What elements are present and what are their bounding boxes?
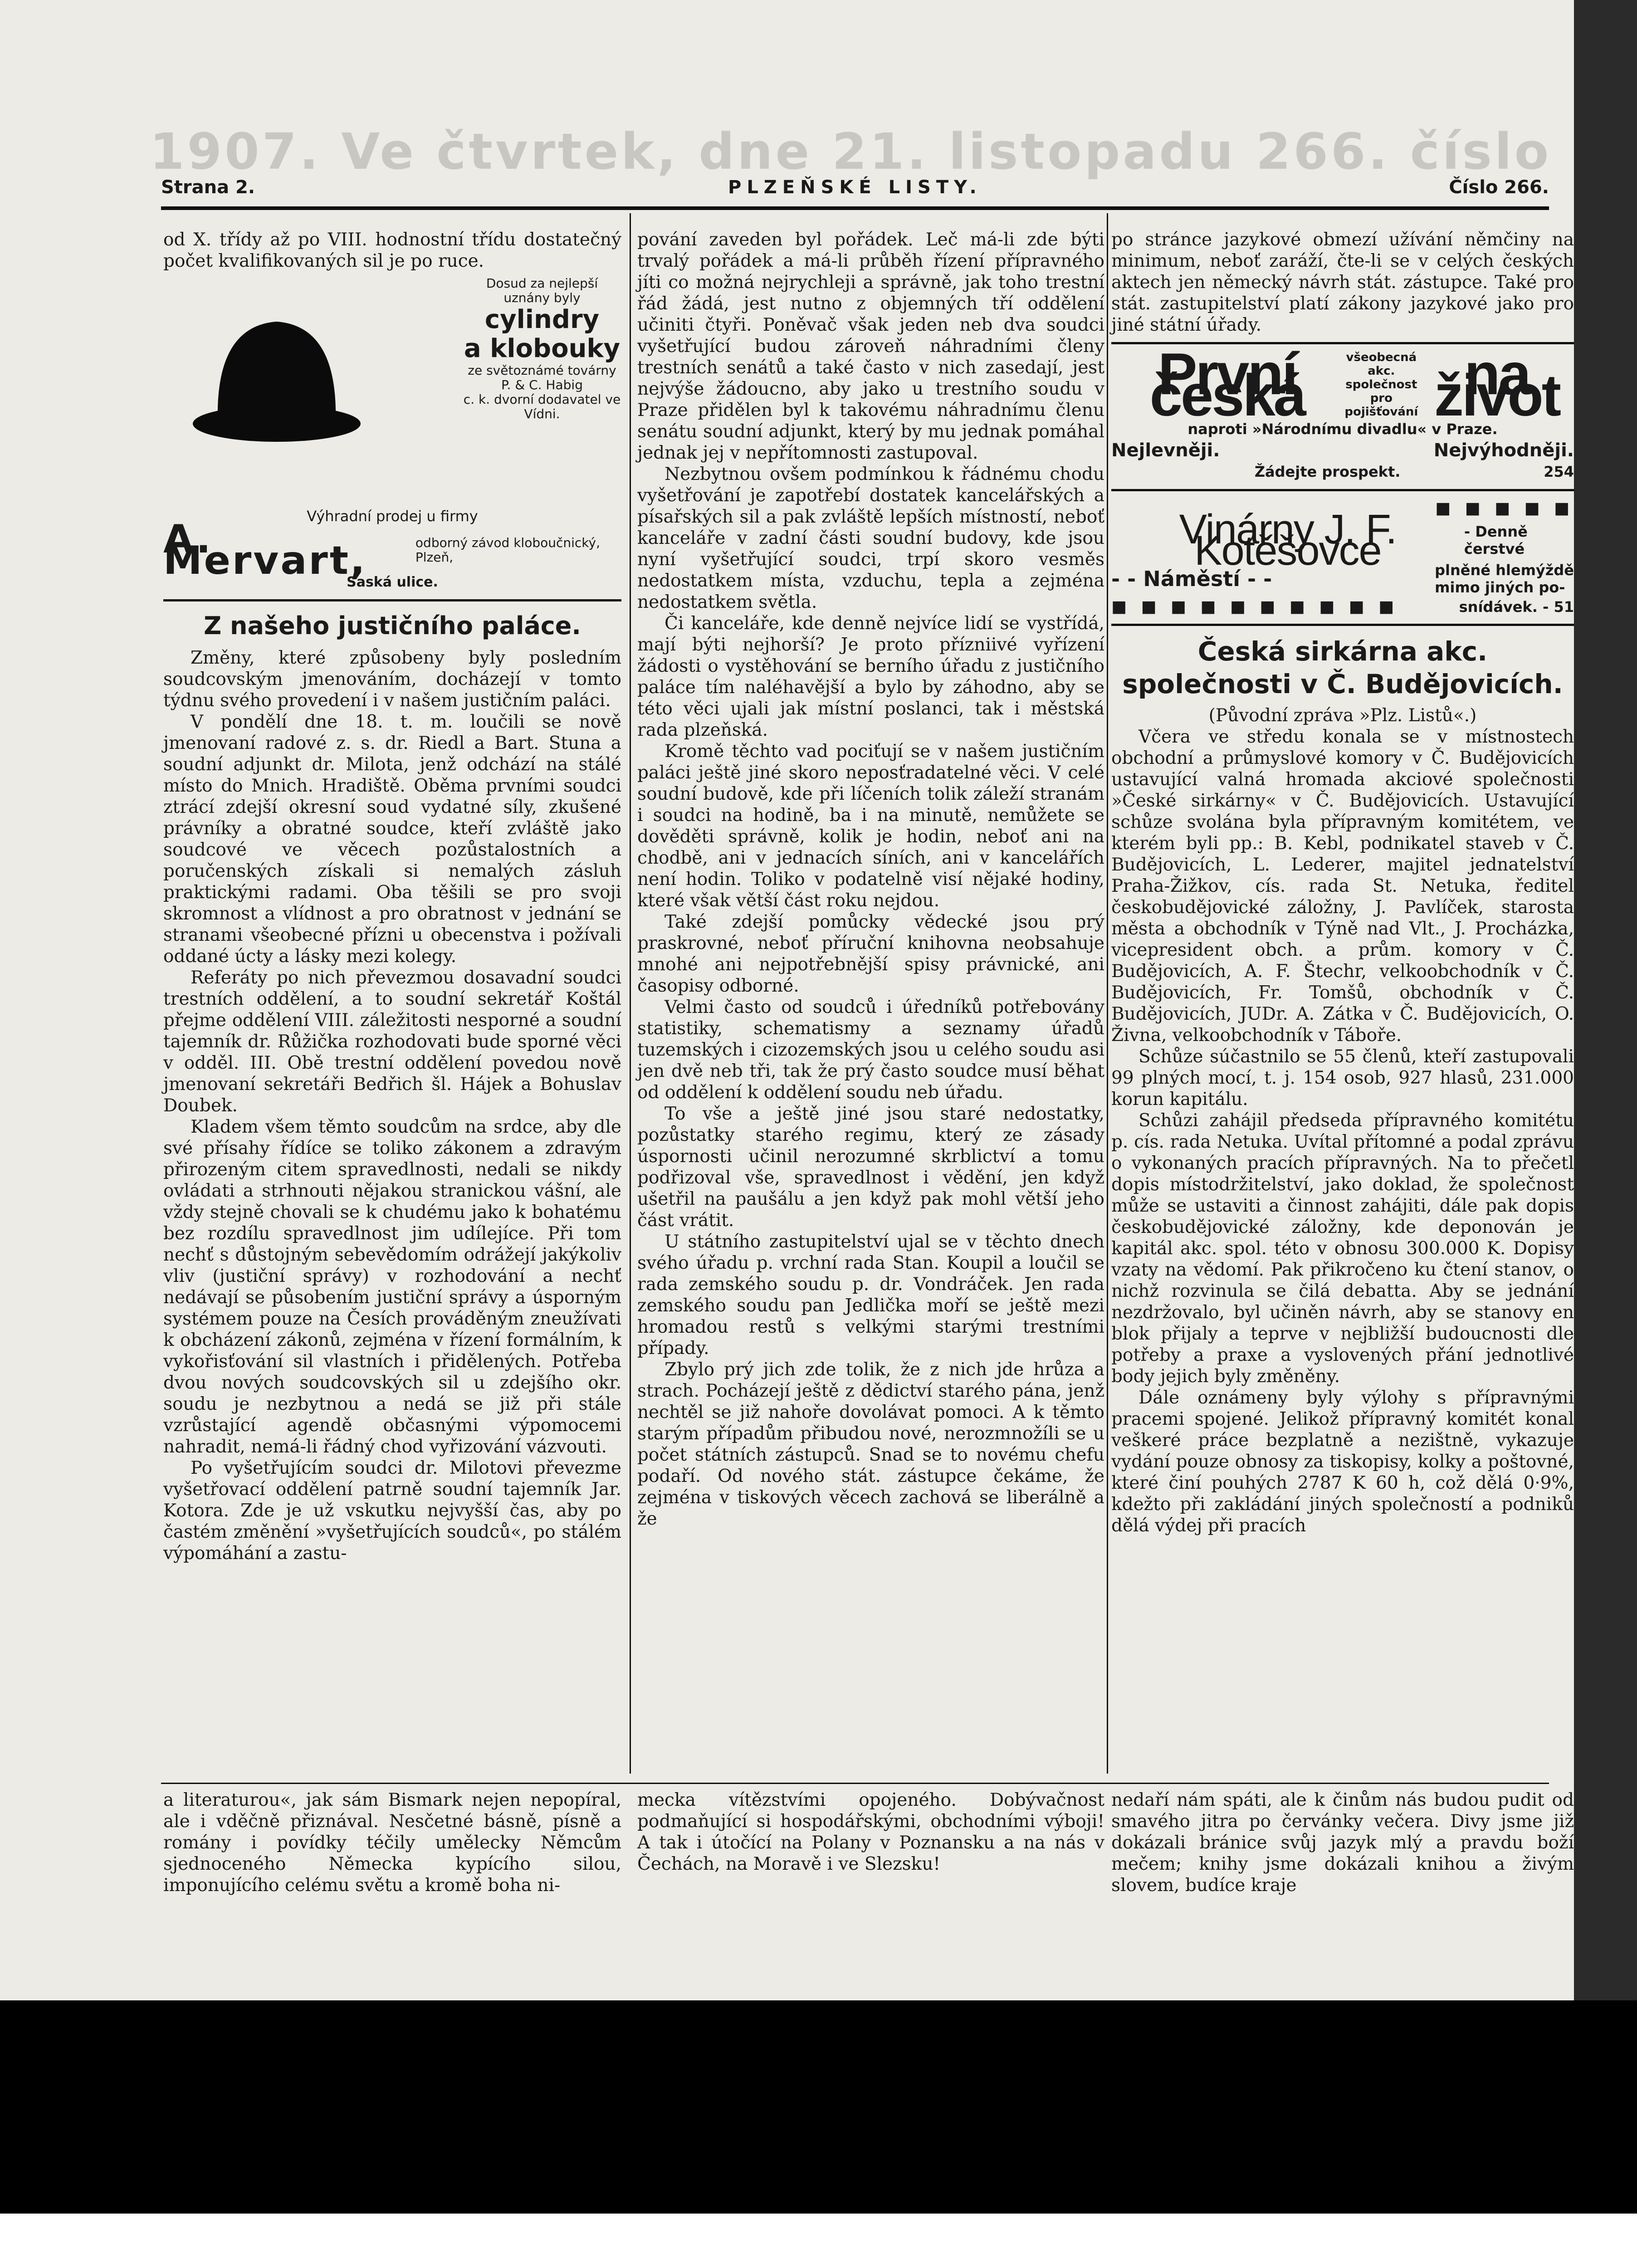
ad-slogans — [1111, 440, 1574, 461]
decorative-squares: ■ ■ ■ ■ ■ — [1435, 499, 1574, 518]
paragraph: Schůzi zahájil předseda přípravného komitétu p. cís. rada Netuka. Uvítal přítomné a podal zprávu o vykonaných pracích přípravných. Na to přečetl dopis místodržitelství, jako doklad, že společnost může se ustaviti a činnost zahájiti, dále pak dopis českobudějovické záložny, kde deponován je kapitál akc. spol. této v obnosu 300.000 K. Dopisy vzaty na vědomí. Pak přikročeno ku čtení stanov, o nichž rozvinula se čilá debatta. Aby se jednání nezdržovalo, byl učiněn návrh, aby se stanovy en blok přijaly a teprve v nejbližší budoucnosti dle potřeby a praxe a vyslovených přání jednotlivé body jejich byly změněny. — [1111, 1110, 1574, 1387]
ad-place: - - Náměstí - - — [1111, 566, 1272, 591]
divider — [1111, 624, 1574, 626]
ad-exclusive: Výhradní prodej u firmy — [307, 508, 478, 525]
hat-advertisement — [163, 276, 621, 503]
paragraph: Schůze súčastnilo se 55 členů, kteří zastupovali 99 plných mocí, t. j. 154 osob, 927 hlasů, 231.000 korun kapitálu. — [1111, 1046, 1574, 1110]
paragraph: Změny, které způsobeny byly posledním soudcovským jmenováním, docházejí v tomto týdnu svého provedení i v našem justičním paláci. — [163, 648, 621, 711]
column-divider-1 — [630, 213, 631, 1774]
insurance-headline — [1111, 341, 1574, 428]
ad-request: Žádejte prospekt. — [1254, 463, 1401, 480]
ad-line: všeobecná akc. — [1346, 351, 1417, 378]
ad-line: mimo jiných po- — [1435, 579, 1565, 596]
ad-middle — [1343, 351, 1420, 419]
masthead: PLZEŇSKÉ LISTY. — [728, 177, 982, 198]
col3-intro: po stránce jazykové obmezí užívání němčiny na minimum, neboť zaráží, čte-li se v celých českých aktech jen německý návrh stát. zástupce. Také pro stát. zastupitelství platí zákony jazykové jako pro jiné státní úřady. — [1111, 230, 1574, 335]
header-rule — [161, 206, 1549, 210]
paragraph: Také zdejší pomůcky vědecké jsou prý praskrovné, neboť příruční knihovna neobsahuje mnohé ani nejpotřebnější spisy právnické, ani časopisy odborné. — [637, 912, 1104, 996]
ad-line — [1111, 461, 1574, 483]
feuilleton-column-1: a literaturou«, jak sám Bismark nejen nepopíral, ale i vděčně přiznával. Nesčetné básně, písně a romány i povídky téčily umělecky Němcům sjednoceného Německa kypícího silou, imponujícího celému světu a kromě boha ni- — [163, 1790, 621, 1896]
paragraph: V pondělí dne 18. t. m. loučili se nově jmenovaní radové z. s. dr. Riedl a Bart. Stuna a soudní adjunkt dr. Milota, jenž odchází na stálé místo do Mnich. Hradiště. Oběma prvními soudci ztrácí zdejší okresní soud vydatné síly, zkušené právníky a obratné soudce, kteří zvláště jako soudcové ve věcech pozůstalostních a poručenských získali si nemalých zásluh praktickými radami. Oba těšili se pro svoji skromnost a vlídnost a pro obratnost v jednání se stranami všeobecné přízni u obecenstva i požívali oddané úcty a lásky mezi kolegy. — [163, 712, 621, 967]
column-3 — [1111, 229, 1574, 1536]
paragraph: Nezbytnou ovšem podmínkou k řádnému chodu vyšetřování je zapotřebí dostatek kancelářských a písařských sil a pak zvláště lepších místností, neboť kanceláře v zadní části soudní budovy, kde jsou nyní vyšetřující soudci, trpí skoro vesměs nedostatkem místa, vzduchu, tepla a zejména nedostatkem světla. — [637, 464, 1104, 612]
divider — [1111, 489, 1574, 491]
ad-line: c. k. dvorní dodavatel ve Vídni. — [463, 392, 621, 421]
feuilleton-column-3: nedaří nám spáti, ale k činům nás budou pudit od smavého jitra po červánky večera. Divy jsme již dokázali bránice svůj jazyk mlý a pravdu boží mečem; knihy jsme dokázali knihou a živým slovem, budíce kraje — [1111, 1790, 1574, 1896]
ad-line: naproti »Národnímu divadlu« v Praze. — [1187, 420, 1498, 438]
blank-area — [0, 2214, 1637, 2268]
paragraph: Či kanceláře, kde denně nejvíce lidí se vystřídá, mají býti nejhorší? Je proto přízniivé vyřízení žádosti o vystěhování se berního úřadu z justičního paláce tím naléhavější a bylo by záhodno, aby se této věci ujali jak místní poslanci, tak i městská rada plzeňská. — [637, 613, 1104, 740]
ad-code: 254 — [1544, 463, 1574, 480]
paragraph: Kladem všem těmto soudcům na srdce, aby dle své přísahy řídíce se toliko zákonem a zdravým přirozeným citem spravedlnosti, nedali se nikdy ovládati a strhnouti nějakou stranickou vášní, ale vždy stejně chovali se k chudému jako k bohatému bez rozdílu spravedlnost jim udílejíce. Při tom nechť s důstojným sebevědomím odrážejí jakýkoliv vliv (justiční správy) v rozhodování a nechť nedávají se působením justiční správy a úsporným systémem pouze na Česích prováděným zneužívati k obcházení zákonů, zejména v řízení formálním, k vykořisťování sil vlastních i přidělených. Potřeba dvou nových soudcovských sil u zdejšího okr. soudu je nezbytnou a nedá se již při stále vzrůstající agendě občasnými výpomocemi nahradit, nemá-li řádný chod vyřizování vázvouti. — [163, 1117, 621, 1457]
ad-address: Saská ulice. — [347, 574, 438, 590]
ad-company-name: A. Mervart, — [163, 517, 367, 583]
paragraph: U státního zastupitelství ujal se v těchto dnech svého úřadu p. vrchní rada Stan. Koupil a loučil se rada zemského soudu p. dr. Vondráček. Jen rada zemského soudu pan Jedlička moří se ještě mezi hromadou restů s velkými starými trestními případy. — [637, 1232, 1104, 1359]
paragraph: To vše a ještě jiné jsou staré nedostatky, pozůstatky starého regimu, který ze zásady úspornosti učinil nerozumné skrblictví a tomu podřizoval vše, spravedlnost i vědění, jen když ušetřil na paušálu a jen když pak mohl větší jeho část vrátit. — [637, 1104, 1104, 1231]
paragraph: Včera ve středu konala se v místnostech obchodní a průmyslové komory v Č. Budějovicích ustavující valná hromada akciové společnosti »České sirkárny« v Č. Budějovicích. Ustavující schůze svolána byla přípravným komitétem, ve kterém byli pp.: B. Kebl, podnikatel staveb v Č. Budějovicích, L. Lederer, majitel jednatelství Praha-Žižkov, cís. rada St. Netuka, ředitel českobudějovické záložny, J. Pavlíček, starosta města a obchodník v Týně nad Vlt., J. Procházka, vicepresident obch. a prům. komory v Č. Budějovicích, A. F. Štechr, velkoobchodník v Č. Budějovicích, Fr. Tomšů, obchodník v Č. Budějovicích, JUDr. A. Zátka v Č. Budějovicích, O. Živna, velkoobchodník v Táboře. — [1111, 727, 1574, 1046]
column-1 — [163, 229, 621, 1564]
hat-ad-text — [463, 276, 621, 421]
paragraph: Velmi často od soudců i úředníků potřebovány statistiky, schematismy a seznamy úřadů tuzemských i cizozemských jsou u celého soudu asi jen dvě neb tři, tak že prý často soudce musí běhat od oddělení k oddělení soudu neb úřadu. — [637, 997, 1104, 1103]
ad-headline: Vinárny J. F. Kotěšovce — [1179, 506, 1397, 574]
article-title: Z našeho justičního paláce. — [204, 611, 581, 640]
ad-side-text — [1435, 562, 1574, 596]
paragraph: Po vyšetřujícím soudci dr. Milotovi převezme vyšetřovací oddělení patrně soudní tajemník Jar. Kotora. Zde je už vskutku nejvyšší čas, aby po častém změnění »vyšetřujících soudců«, po stálém výpomáhání a zastu- — [163, 1458, 621, 1564]
ad-side-text: - Denně čerstvé — [1464, 523, 1528, 557]
ad-slogan: Nejvýhodněji. — [1433, 440, 1574, 461]
ad-headline: První česká — [1149, 341, 1305, 428]
bleed-through-header: 1907. Ve čtvrtek, dne 21. listopadu 266. číslo — [150, 122, 1552, 181]
hat-icon — [191, 308, 363, 444]
wine-advertisement — [1111, 498, 1574, 617]
ad-slogan: Nejlevněji. — [1111, 440, 1220, 461]
ad-headline: a klobouky — [464, 334, 621, 363]
scan-black-band — [0, 2000, 1637, 2214]
ad-headline: cylindry — [484, 305, 600, 334]
paragraph: Kromě těchto vad pociťují se v našem justičním paláci ještě jiné skoro neposťradatelné věci. V celé soudní budově, kde při líčeních tolik záleží stranám i soudci na hodině, ba i na minutě, nemůžete se dověděti správně, kolik je hodin, neboť ani na chodbě, ani v jednacích síních, ani v kancelářích není hodin. Toliko v podatelně visí nějaké hodiny, které však větší část roku nejdou. — [637, 741, 1104, 911]
paragraph: Zbylo prý jich zde tolik, že z nich jde hrůza a strach. Pocházejí ještě z dědictví starého pána, jenž nechtěl se již nahoře dovolávat pomoci. A k těmto starým případům přibudou nové, nerozmnožíli se u počet státních zástupců. Snad se to novému chefu podaří. Od nového stát. zástupce čekáme, že zejména v tiskových věcech zachová se liberálně a že — [637, 1359, 1104, 1529]
insurance-advertisement — [1111, 341, 1574, 483]
ad-company-desc: odborný závod kloboučnický, Plzeň, — [415, 535, 600, 565]
ad-line: ze světoznámé továrny P. & C. Habig — [468, 363, 616, 392]
column-2 — [637, 229, 1104, 1530]
page-number: Strana 2. — [161, 177, 255, 198]
ad-line: pro pojišťování — [1344, 391, 1418, 419]
ad-line: společnost — [1345, 378, 1417, 391]
issue-number: Číslo 266. — [1449, 177, 1549, 198]
scan-edge — [1574, 0, 1637, 2000]
col1-intro: od X. třídy až po VIII. hodnostní třídu dostatečný počet kvalifikovaných sil je po ruce. — [163, 230, 621, 271]
wine-footer — [1111, 596, 1574, 617]
ad-side-text: snídávek. - 51 — [1459, 598, 1574, 616]
ad-line: uznány byly — [503, 290, 581, 305]
bottom-rule — [161, 1783, 1549, 1784]
column-divider-2 — [1107, 213, 1108, 1774]
article-title: Česká sirkárna akc. společnosti v Č. Budějovicích. — [1122, 636, 1563, 699]
article-source: (Původní zpráva »Plz. Listů«.) — [1208, 705, 1477, 726]
feuilleton-column-2: mecka vítězstvími opojeného. Dobývačnost podmaňující si hospodářskými, obchodními výboji! A tak i útočící na Polany v Poznansku a na nás v Čechách, na Moravě i ve Slezsku! — [637, 1790, 1104, 1874]
ad-line: plněné hlemýždě — [1435, 562, 1574, 579]
paragraph: Dále oznámeny byly výlohy s přípravnými pracemi spojené. Jelikož přípravný komitét konal veškeré práce bezplatně a nezištně, vykazuje vydání pouze obnosy za tiskopisy, kolky a poštovné, které činí pouhých 2787 K 60 h, což dělá 0·9%, kdežto při zakládání jiných společností a podniků dělá výdej při pracích — [1111, 1388, 1574, 1536]
page-header — [161, 177, 1549, 204]
decorative-squares: ■ ■ ■ ■ ■ ■ ■ ■ ■ ■ — [1111, 597, 1399, 616]
ad-line: Dosud za nejlepší — [486, 276, 598, 291]
ad-headline: na život — [1434, 341, 1560, 428]
divider — [163, 599, 621, 601]
paragraph: Referáty po nich převezmou dosavadní soudci trestních oddělení, a to soudní sekretář Koštál přejme oddělení VIII. záležitosti nesporné a soudní tajemník dr. Růžička rozhodovati bude sporné věci v odděl. III. Obě trestní oddělení povedou nově jmenovaní sekretáři Bedřich šl. Hájek a Bohuslav Doubek. — [163, 968, 621, 1116]
paragraph: pování zaveden byl pořádek. Leč má-li zde býti trvalý pořádek a má-li průběh řízení přípravného jíti co možná nejrychleji a správně, jak toho trestní řád žádá, jest nutno z objemných tří oddělení učiniti čtyři. Poněvač však jeden neb dva soudci vyšetřující budou zároveň náhradními členy trestních senátů a také často v nich zasedají, jest nejvýše žádoucno, aby jako u trestního soudu v Praze přidělen byl k takovému náhradnímu členu senátu soudní adjunkt, který by mu jednak pomáhal jednak jej v nepřítomnosti zastupoval. — [637, 230, 1104, 463]
